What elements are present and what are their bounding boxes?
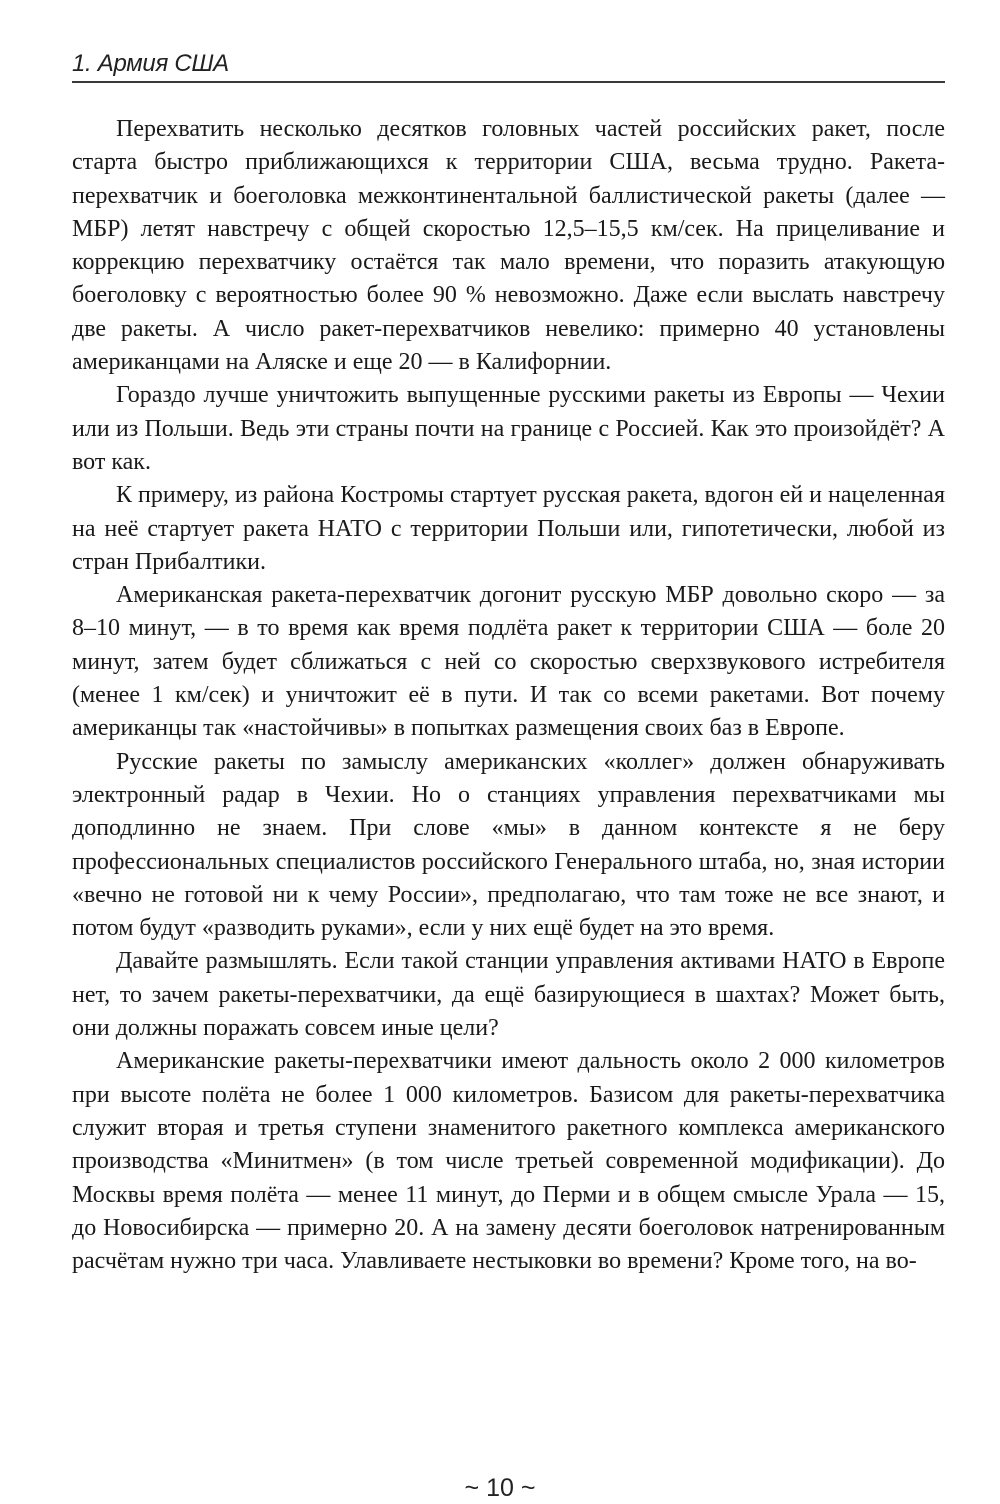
page-header — [72, 44, 945, 84]
paragraph-4: Американская ракета-перехватчик догонит русскую МБР довольно скоро — за 8–10 минут, — в то время как время подлёта ракет к территории США — боле 20 минут, затем будет сближаться с ней со скоростью сверхзвукового истребителя (менее 1 км/сек) и уничтожит её в пути. И так со всеми ракетами. Вот почему американцы так «настойчивы» в попытках размещения своих баз в Европе. — [72, 582, 945, 742]
page-number: ~ 10 ~ — [464, 1474, 536, 1502]
paragraph-7: Американские ракеты-перехватчики имеют дальность около 2 000 километров при высоте полёта не более 1 000 километров. Базисом для ракеты-перехватчика служит вторая и третья ступени знаменитого ракетного комплекса американского производства «Минитмен» (в том числе третьей современной модификации). До Москвы время полёта — менее 11 минут, до Перми и в общем смысле Урала — 15, до Новосибирска — примерно 20. А на замену десяти боеголовок натренированным расчётам нужно три часа. Улавливаете нестыковки во времени? Кроме того, на во- — [72, 1048, 945, 1275]
header-rule — [72, 81, 945, 83]
paragraph-3: К примеру, из района Костромы стартует русская ракета, вдогон ей и нацеленная на неё стартует ракета НАТО с территории Польши или, гипотетически, любой из стран Прибалтики. — [72, 482, 945, 575]
paragraph-1: Перехватить несколько десятков головных частей российских ракет, после старта быстро приближающихся к территории США, весьма трудно. Ракета-перехватчик и боеголовка межконтинентальной баллистической ракеты (далее — МБР) летят навстречу с общей скоростью 12,5–15,5 км/сек. На прицеливание и коррекцию перехватчику остаётся так мало времени, что поразить атакующую боеголовку с вероятностью более 90 % невозможно. Даже если выслать навстречу две ракеты. А число ракет-перехватчиков невелико: примерно 40 установлены американцами на Аляске и еще 20 — в Калифорнии. — [72, 116, 945, 376]
paragraph-5: Русские ракеты по замыслу американских «коллег» должен обнаруживать электронный радар в Чехии. Но о станциях управления перехватчиками мы доподлинно не знаем. При слове «мы» в данном контексте я не беру профессиональных специалистов российского Генерального штаба, но, зная истории «вечно не готовой ни к чему России», предполагаю, что там тоже не все знают, и потом будут «разводить руками», если у них ещё будет на это время. — [72, 748, 945, 942]
paragraph-6: Давайте размышлять. Если такой станции управления активами НАТО в Европе нет, то зачем ракеты-перехватчики, да ещё базирующиеся в шахтах? Может быть, они должны поражать совсем иные цели? — [72, 948, 945, 1042]
body-text — [72, 113, 945, 1278]
paragraph-2: Гораздо лучше уничтожить выпущенные русскими ракеты из Европы — Чехии или из Польши. Ведь эти страны почти на границе с Россией. Как это произойдёт? А вот как. — [72, 382, 945, 475]
running-title: 1. Армия США — [72, 50, 229, 77]
